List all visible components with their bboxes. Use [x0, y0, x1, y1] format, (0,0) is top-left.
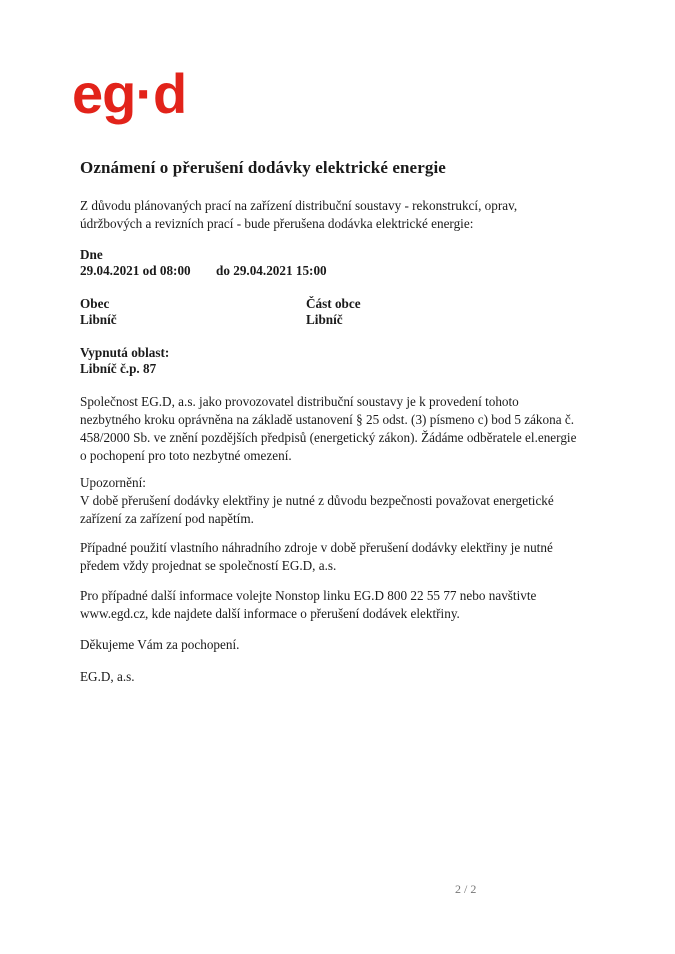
obec-label: Obec	[80, 296, 110, 311]
paragraph-line: Případné použití vlastního náhradního zdroje v době přerušení dodávky elektřiny je nutné	[80, 540, 553, 555]
paragraph-line: www.egd.cz, kde najdete další informace o přerušení dodávek elektřiny.	[80, 606, 460, 621]
intro-line: údržbových a revizních prací - bude přerušena dodávka elektrické energie:	[80, 216, 474, 231]
page-number: 2 / 2	[455, 882, 477, 896]
paragraph-line: Společnost EG.D, a.s. jako provozovatel distribuční soustavy je k provedení tohoto	[80, 394, 519, 409]
warning-label: Upozornění:	[80, 475, 146, 490]
page-title: Oznámení o přerušení dodávky elektrické energie	[80, 158, 446, 177]
date-from: 29.04.2021 od 08:00	[80, 263, 191, 278]
backup-source-paragraph	[80, 539, 600, 575]
intro-line: Z důvodu plánovaných prací na zařízení distribuční soustavy - rekonstrukcí, oprav,	[80, 198, 518, 213]
legal-paragraph	[80, 393, 600, 465]
warning-line: V době přerušení dodávky elektřiny je nutné z důvodu bezpečnosti považovat energetické	[80, 493, 554, 508]
cast-obce-label: Část obce	[306, 296, 361, 311]
area-label: Vypnutá oblast:	[80, 345, 170, 360]
paragraph-line: nezbytného kroku oprávněna na základě ustanovení § 25 odst. (3) písmeno c) bod 5 zákona č.	[80, 412, 575, 427]
paragraph-line: předem vždy projednat se společností EG.D, a.s.	[80, 558, 337, 573]
paragraph-line: 458/2000 Sb. ve znění pozdějších předpisů (energetický zákon). Žádáme odběratele el.energie	[80, 430, 577, 445]
thanks-text: Děkujeme Vám za pochopení.	[80, 637, 240, 652]
area-value: Libníč č.p. 87	[80, 361, 157, 376]
obec-value: Libníč	[80, 312, 117, 327]
warning-paragraph	[80, 474, 600, 528]
egd-logo: eg·d	[72, 62, 187, 125]
date-label: Dne	[80, 247, 103, 262]
contact-paragraph	[80, 587, 600, 623]
warning-line: zařízení za zařízení pod napětím.	[80, 511, 254, 526]
paragraph-line: o pochopení pro toto nezbytné omezení.	[80, 448, 292, 463]
intro-text	[80, 197, 600, 233]
cast-obce-value: Libníč	[306, 312, 343, 327]
date-to: do 29.04.2021 15:00	[216, 263, 327, 278]
signature: EG.D, a.s.	[80, 669, 135, 684]
paragraph-line: Pro případné další informace volejte Nonstop linku EG.D 800 22 55 77 nebo navštivte	[80, 588, 537, 603]
